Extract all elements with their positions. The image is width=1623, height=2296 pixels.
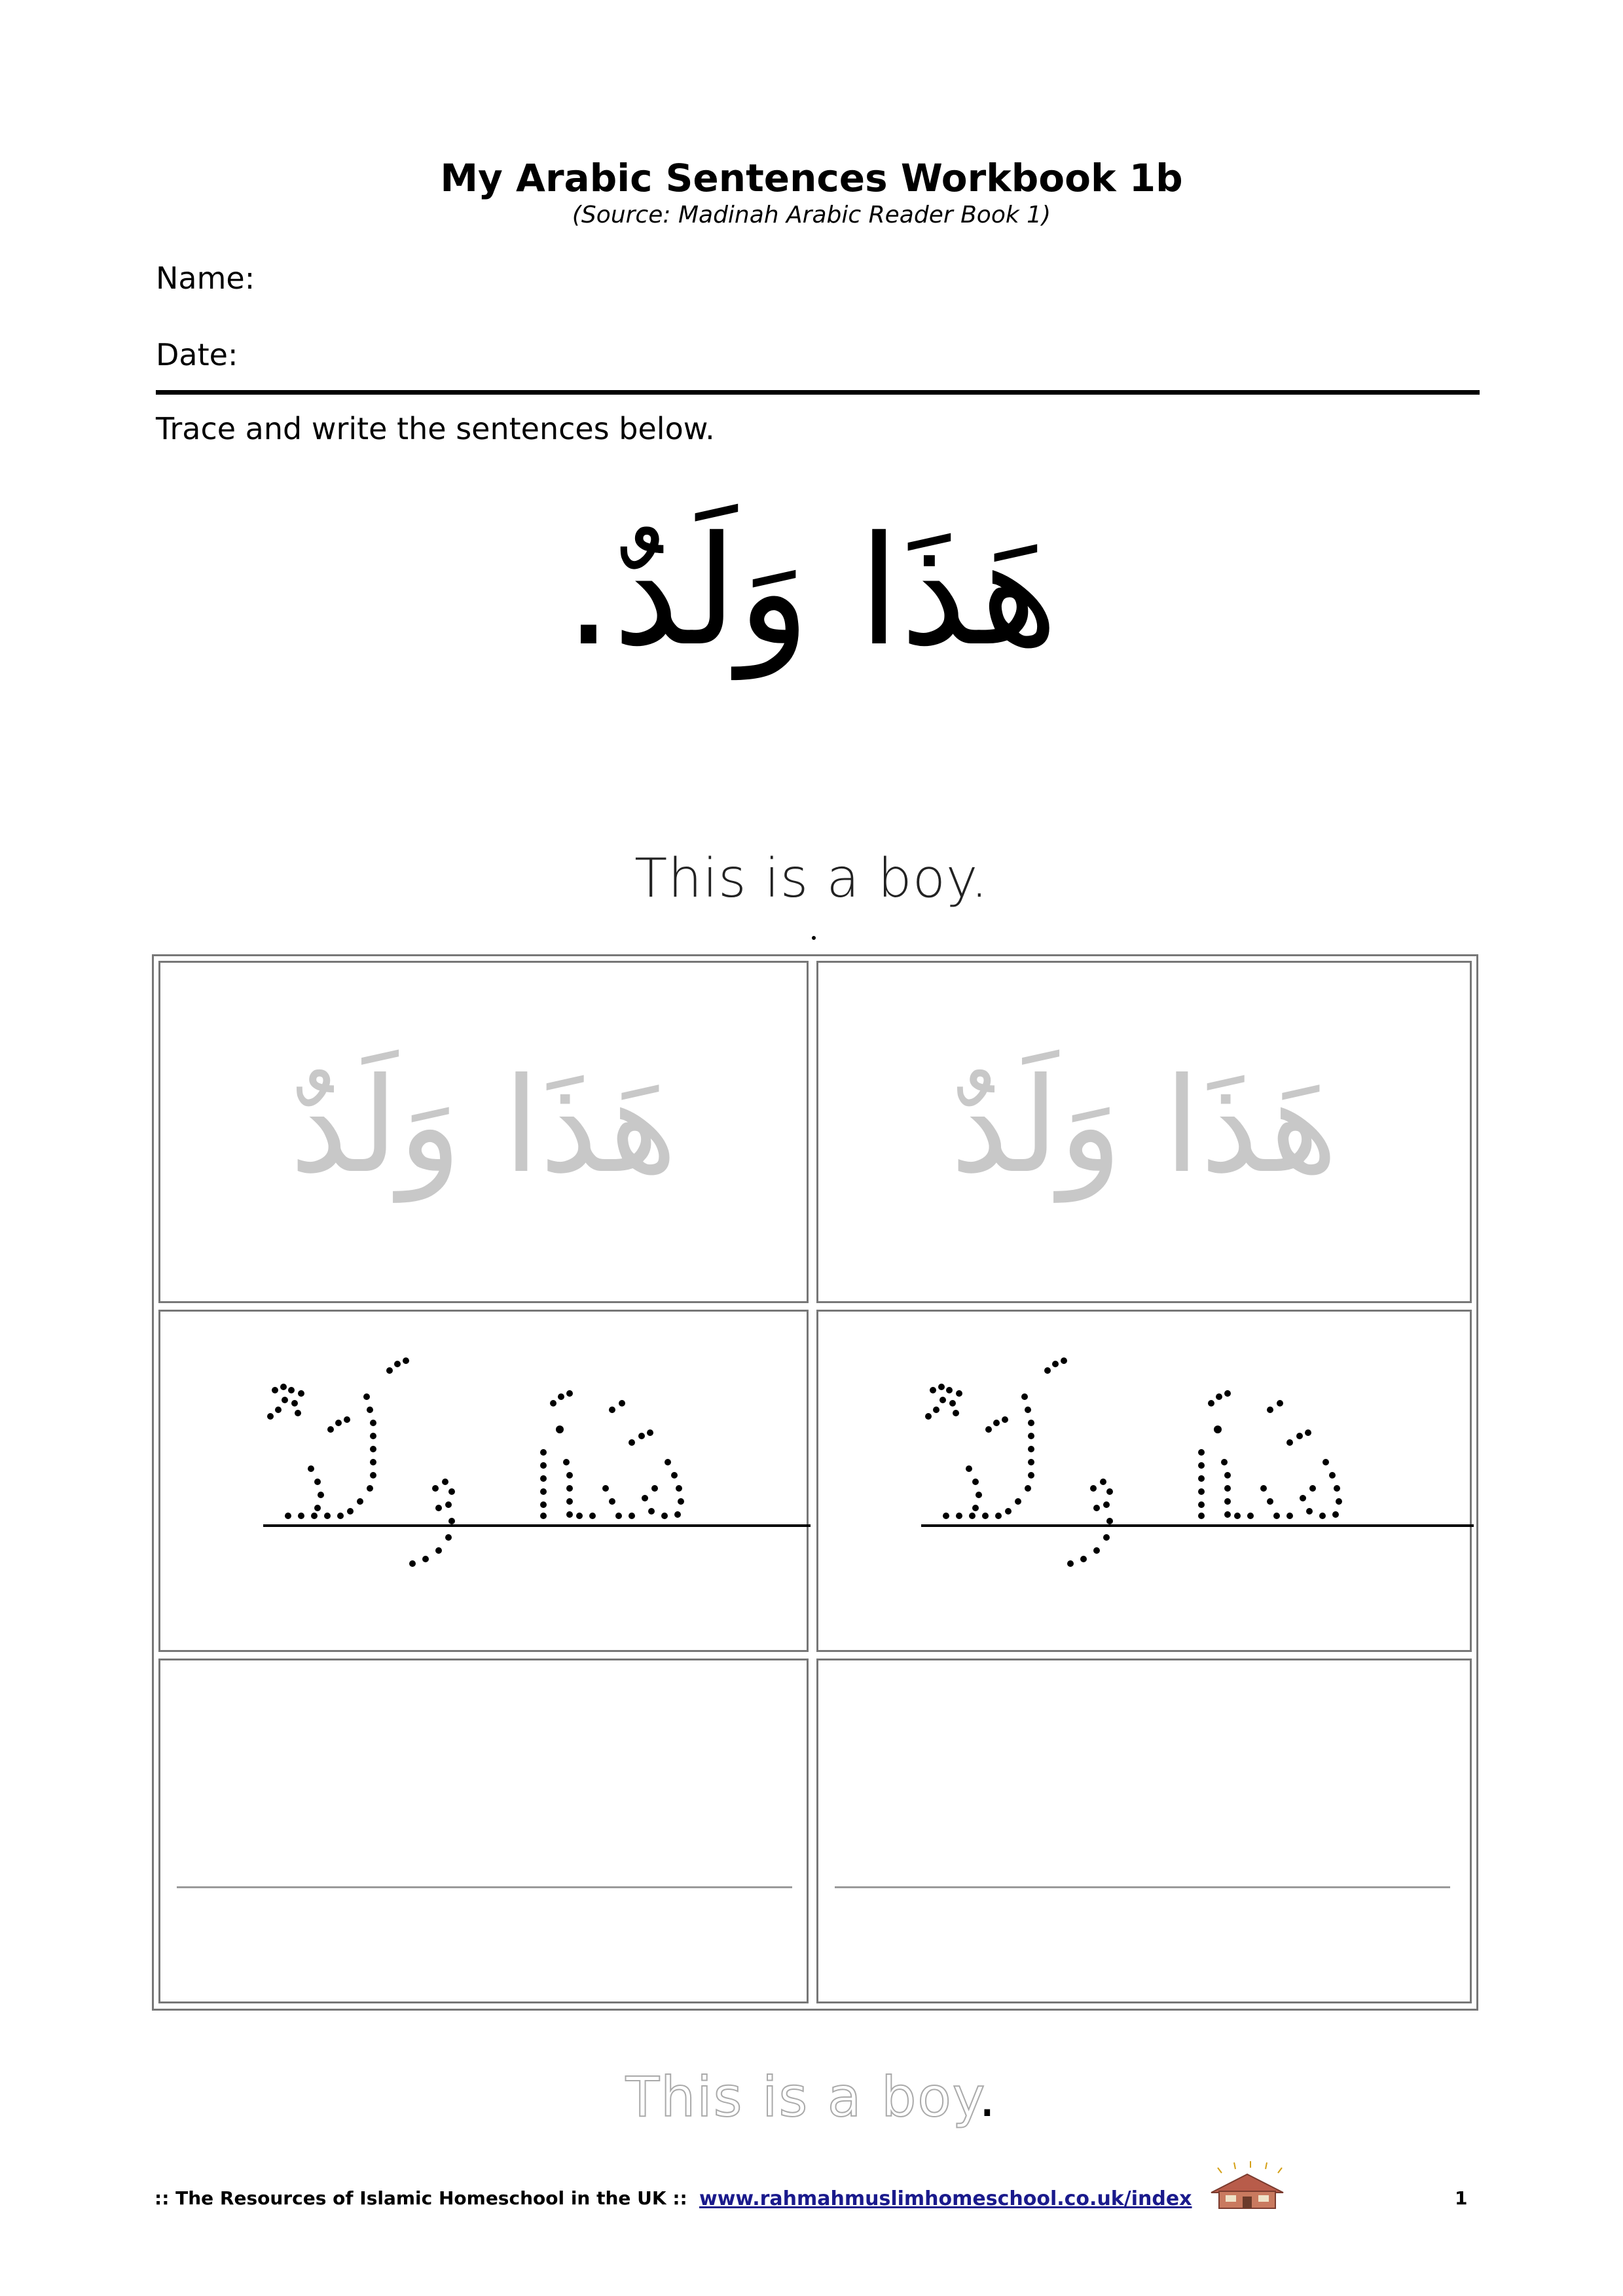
english-trace-sentence[interactable] — [0, 2065, 1623, 2129]
english-translation: This is a boy. — [634, 848, 989, 910]
grey-arabic-trace: هَذَا وَلَدٌ — [289, 1050, 678, 1202]
dotted-arabic-trace — [818, 1312, 1474, 1654]
date-field-label: Date: — [156, 337, 238, 372]
header-divider — [156, 390, 1480, 395]
trace-cell-grey-right[interactable] — [816, 961, 1472, 1303]
trace-cell-dotted-left[interactable] — [158, 1310, 809, 1652]
english-trace-text: This is a boy — [625, 2065, 979, 2129]
writing-cell-right[interactable] — [816, 1659, 1472, 2003]
grey-arabic-trace: هَذَا وَلَدٌ — [950, 1050, 1338, 1202]
writing-line — [835, 1886, 1450, 1888]
decorative-dot — [812, 936, 816, 940]
writing-line — [177, 1886, 792, 1888]
trace-baseline — [263, 1524, 811, 1527]
footer-website-link[interactable]: www.rahmahmuslimhomeschool.co.uk/index — [699, 2187, 1192, 2210]
page-number: 1 — [1455, 2187, 1468, 2209]
english-trace-period: . — [978, 2065, 998, 2129]
worksheet-title: My Arabic Sentences Workbook 1b — [440, 156, 1183, 200]
trace-cell-grey-left[interactable] — [158, 961, 809, 1303]
footer-credit: :: The Resources of Islamic Homeschool in the UK :: — [155, 2187, 687, 2209]
writing-cell-left[interactable] — [158, 1659, 809, 2003]
practice-grid — [152, 954, 1478, 2011]
name-field-label: Name: — [156, 260, 255, 296]
trace-baseline — [921, 1524, 1474, 1527]
worksheet-source: (Source: Madinah Arabic Reader Book 1) — [572, 202, 1051, 228]
arabic-sentence: هَذَا وَلَدٌ. — [564, 505, 1059, 679]
dotted-arabic-trace — [160, 1312, 811, 1654]
instruction-text: Trace and write the sentences below. — [156, 411, 715, 446]
trace-cell-dotted-right[interactable] — [816, 1310, 1472, 1652]
school-house-icon — [1205, 2160, 1290, 2212]
